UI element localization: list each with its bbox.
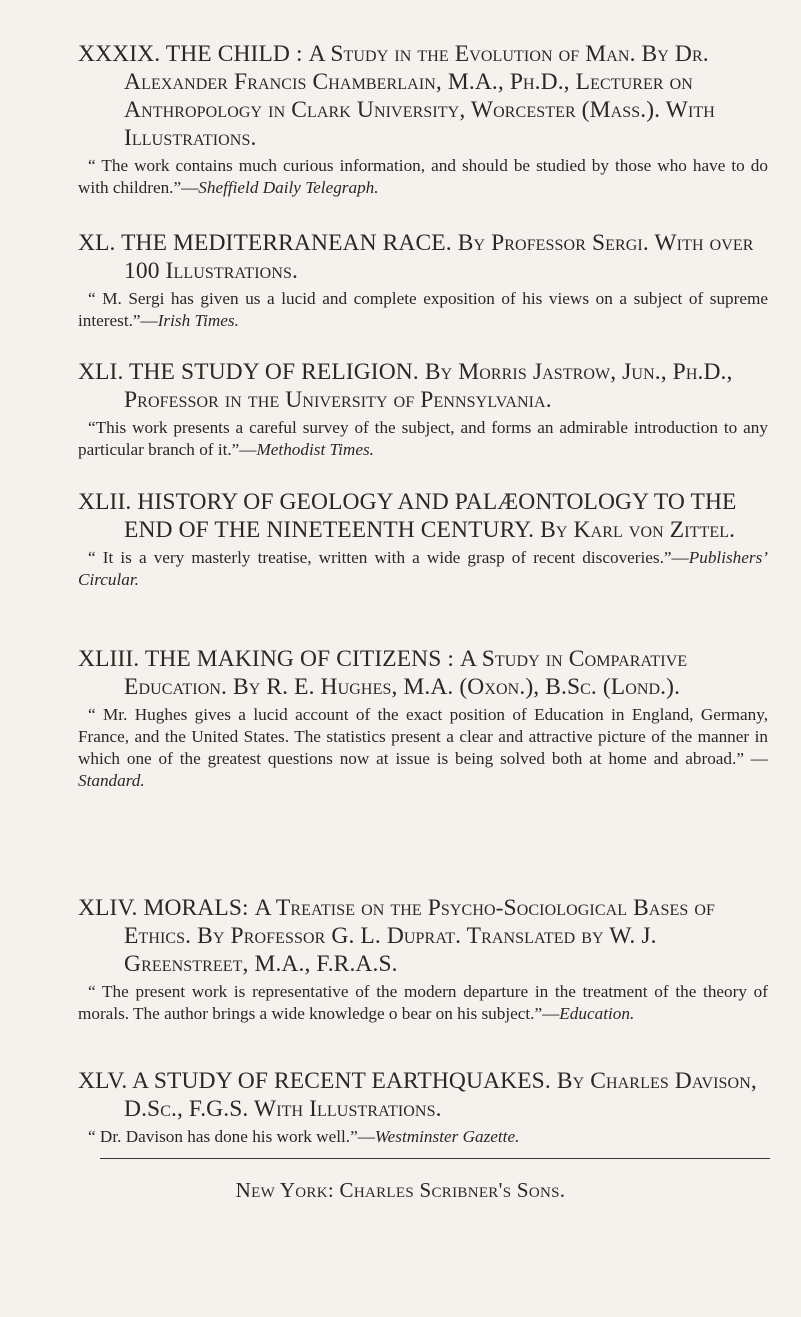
entry-number: XLI. xyxy=(78,359,124,385)
entry-xliv xyxy=(78,894,768,1025)
entry-details: By Morris Jastrow, Jun., Ph.D., Professor in the University of Pennsylvania. xyxy=(124,359,733,413)
entry-heading xyxy=(78,645,768,701)
entry-review xyxy=(78,288,768,332)
review-source: Westminster Gazette. xyxy=(374,1127,520,1146)
review-text: “ M. Sergi has given us a lucid and complete exposition of his views on a subject of supreme interest.”— xyxy=(78,289,768,330)
entry-xlv xyxy=(78,1067,768,1148)
entry-number: XLIII. xyxy=(78,646,140,672)
review-source: Standard. xyxy=(78,771,145,790)
entry-title: THE MEDITERRANEAN RACE. xyxy=(121,230,452,256)
entry-review xyxy=(78,1126,768,1148)
entry-heading xyxy=(78,40,768,152)
entry-details: By R. E. Hughes, M.A. (Oxon.), B.Sc. (Lond.). xyxy=(233,674,681,700)
entry-xl xyxy=(78,229,768,332)
review-text: “This work presents a careful survey of the subject, and forms an admirable introduction to any particular branch of it.”— xyxy=(78,418,768,459)
entry-details: By Charles Davison, D.Sc., F.G.S. With Illustrations. xyxy=(124,1068,757,1122)
entry-number: XXXIX. xyxy=(78,41,161,67)
review-text: “ Mr. Hughes gives a lucid account of the exact position of Education in England, Germany, France, and the United States. The statistics present a clear and attractive picture of the manner in which one of the greatest questions now at issue is being solved both at home and abroad.” — xyxy=(78,705,768,768)
entry-heading xyxy=(78,358,768,414)
entry-details: By Professor G. L. Duprat. Translated by W. J. Greenstreet, M.A., F.R.A.S. xyxy=(124,923,657,977)
entry-details: By Karl von Zittel. xyxy=(540,517,736,543)
review-source: Sheffield Daily Telegraph. xyxy=(198,178,379,197)
entry-review xyxy=(78,155,768,199)
entry-xxxix xyxy=(78,40,768,199)
review-source: Education. xyxy=(559,1004,635,1023)
entry-review xyxy=(78,704,768,792)
entry-title: HISTORY OF GEOLOGY AND PALÆONTOLOGY TO THE END OF THE NINETEENTH CENTURY. xyxy=(124,489,737,543)
entry-heading xyxy=(78,229,768,285)
review-source: Methodist Times. xyxy=(256,440,374,459)
review-source: Publishers’ Circular. xyxy=(78,548,768,589)
entry-heading xyxy=(78,894,768,978)
review-source: Irish Times. xyxy=(157,311,239,330)
entry-number: XLII. xyxy=(78,489,132,515)
entry-heading xyxy=(78,1067,768,1123)
entry-details: By Professor Sergi. With over 100 Illustrations. xyxy=(124,230,754,284)
entry-title: THE STUDY OF RELIGION. xyxy=(129,359,419,385)
entry-title: MORALS: xyxy=(143,895,249,921)
entry-heading xyxy=(78,488,768,544)
entry-number: XL. xyxy=(78,230,116,256)
entry-xli xyxy=(78,358,768,461)
review-text: “ It is a very masterly treatise, written with a wide grasp of recent discoveries.”— xyxy=(88,548,689,567)
entry-xliii xyxy=(78,645,768,792)
entry-review xyxy=(78,417,768,461)
entry-title: THE MAKING OF CITIZENS : xyxy=(144,646,455,672)
entry-xlii xyxy=(78,488,768,591)
entry-title: THE CHILD : xyxy=(165,41,303,67)
entry-review xyxy=(78,981,768,1025)
entry-subtitle: A Study in the Evolution of Man. xyxy=(308,41,636,67)
review-text: “ The work contains much curious information, and should be studied by those who have to do with children.”— xyxy=(78,156,768,197)
entry-review xyxy=(78,547,768,591)
entry-subtitle: A Treatise on the Psycho-Sociological Bases of Ethics. xyxy=(124,895,716,949)
footer-rule xyxy=(100,1158,770,1159)
entry-details: By Dr. Alexander Francis Chamberlain, M.A., Ph.D., Lecturer on Anthropology in Clark University, Worcester (Mass.). With Illustrations. xyxy=(124,41,715,151)
review-text: “ Dr. Davison has done his work well.”— xyxy=(88,1127,375,1146)
entry-title: A STUDY OF RECENT EARTHQUAKES. xyxy=(132,1068,551,1094)
publisher-imprint: New York: Charles Scribner's Sons. xyxy=(235,1178,566,1202)
entry-number: XLIV. xyxy=(78,895,138,921)
entry-number: XLV. xyxy=(78,1068,128,1094)
review-text: “ The present work is representative of the modern departure in the treatment of the theory of morals. The author brings a wide knowledge o bear on his subject.”— xyxy=(78,982,768,1023)
entry-subtitle: A Study in Comparative Education. xyxy=(124,646,688,700)
